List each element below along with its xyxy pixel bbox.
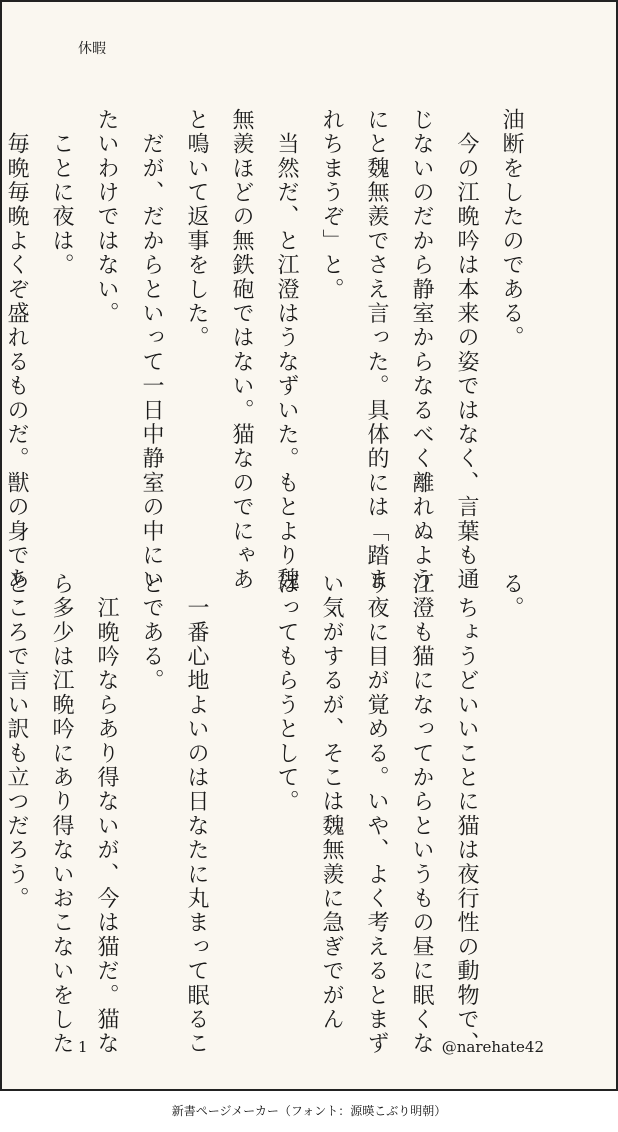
chapter-title: 休暇 — [78, 41, 106, 57]
text-line: り夜に目が覚める。いや、よく考えるとまず — [364, 572, 389, 1056]
text-line: ところで言い訳も立つだろう。 — [4, 572, 29, 911]
text-line: だが、だからといって一日中静室の中にい — [139, 108, 164, 592]
page-number: 1 — [78, 1038, 88, 1056]
text-line: と鳴いて返事をした。 — [184, 108, 209, 350]
text-line: ら多少は江晩吟にあり得ないおこないをした — [49, 572, 74, 1056]
text-line: じないのだから静室からなるべく離れぬよう — [409, 108, 434, 592]
text-line: 江晩吟ならあり得ないが、今は猫だ。猫な — [94, 572, 119, 1056]
text-line: ちょうどいいことに猫は夜行性の動物で、 — [454, 572, 479, 1056]
text-line: 無羨ほどの無鉄砲ではない。猫なのでにゃあ — [229, 108, 254, 592]
text-line — [219, 572, 264, 1002]
generator-credit: 新書ページメーカー（フォント：源暎こぶり明朝） — [171, 1104, 447, 1118]
text-line: にと魏無羨でさえ言った。具体的には「踏ま — [364, 108, 389, 592]
text-line: ばってもらうとして。 — [274, 572, 299, 814]
text-line: ことに夜は。 — [49, 108, 74, 278]
author-handle: @narehate42 — [441, 1038, 544, 1056]
text-line: 毎晩毎晩よくぞ盛れるものだ。獣の身であ — [4, 108, 29, 592]
text-line: れちまうぞ」と。 — [319, 108, 344, 302]
text-line: 今の江晩吟は本来の姿ではなく、言葉も通 — [454, 108, 479, 592]
text-line: とである。 — [139, 572, 164, 693]
text-line: 一番心地よいのは日なたに丸まって眠るこ — [184, 572, 209, 1056]
text-line: い気がするが、そこは魏無羨に急ぎでがん — [319, 572, 344, 1032]
text-line: たいわけではない。 — [94, 108, 119, 326]
text-line: る。 — [499, 572, 524, 621]
text-line: 江澄も猫になってからというもの昼に眠くな — [409, 572, 434, 1056]
text-block-top — [0, 108, 534, 592]
text-line: 油断をしたのである。 — [499, 108, 524, 350]
text-line: 当然だ、と江澄はうなずいた。もとより魏 — [274, 108, 299, 592]
